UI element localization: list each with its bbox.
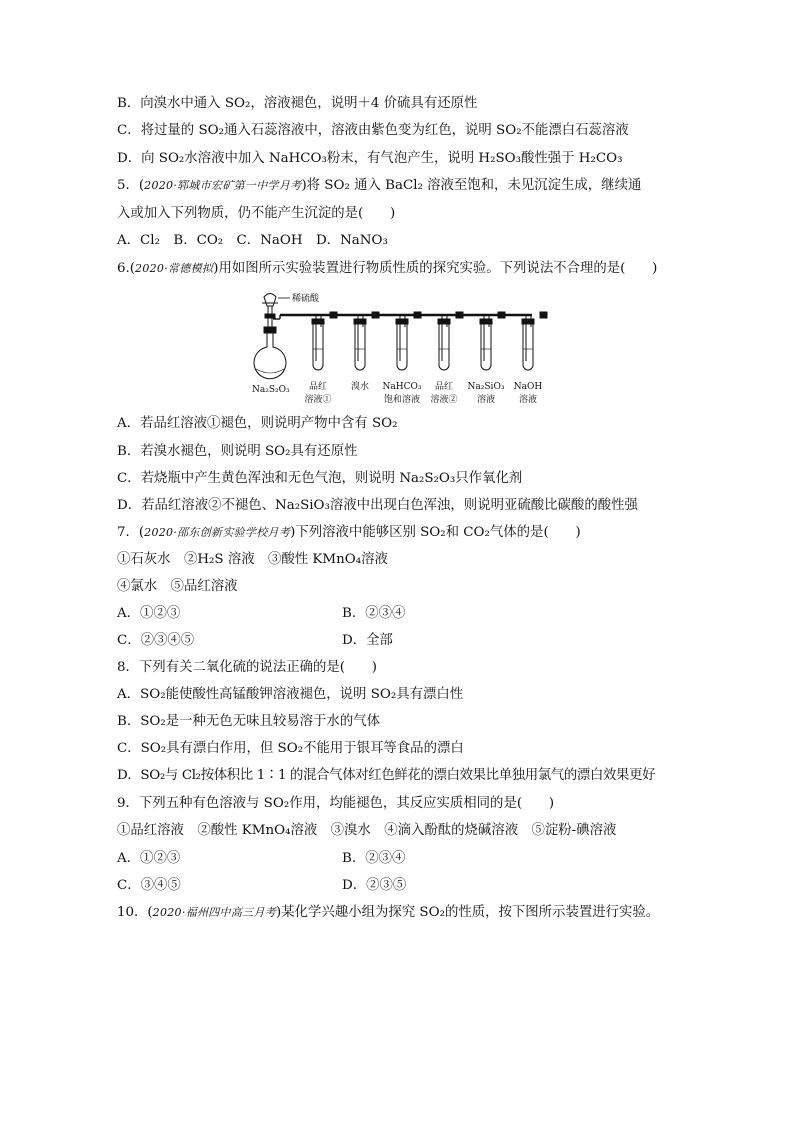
q4-option-c: C．将过量的 SO₂通入石蕊溶液中，溶液由紫色变为红色，说明 SO₂不能漂白石蕊溶液 — [117, 123, 629, 138]
q5-stem-text: )将 SO₂ 通入 BaCl₂ 溶液至饱和，未见沉淀生成，继续通 — [301, 178, 642, 193]
q8-option-c: C．SO₂具有漂白作用，但 SO₂不能用于银耳等食品的漂白 — [117, 741, 464, 756]
q4-option-d: D．向 SO₂水溶液中加入 NaHCO₃粉末，有气泡产生，说明 H₂SO₃酸性强于 H₂CO₃ — [117, 151, 623, 166]
test-tube-icon — [522, 312, 547, 370]
test-tube-icon — [312, 312, 337, 370]
q9-stem: 9．下列五种有色溶液与 SO₂作用，均能褪色，其反应实质相同的是( ) — [117, 796, 555, 811]
q6-option-a: A．若品红溶液①褪色，则说明产物中含有 SO₂ — [117, 416, 398, 431]
q5-number: 5．( — [117, 178, 145, 193]
q7-option-d: D．全部 — [342, 633, 393, 648]
tube-label-line2: 溶液② — [430, 395, 458, 405]
q6-number: 6.( — [117, 261, 136, 276]
separatory-funnel-icon — [262, 294, 278, 334]
q5-source: 2020·郓城市宏矿第一中学月考 — [144, 179, 302, 192]
apparatus-diagram — [250, 289, 550, 413]
flask-label: Na₂S₂O₃ — [252, 385, 290, 395]
q9-option-d: D．②③⑤ — [342, 878, 407, 893]
q7-option-b: B．②③④ — [342, 606, 406, 621]
q8-option-b: B．SO₂是一种无色无味且较易溶于水的气体 — [117, 714, 380, 729]
q5-stem-line1 — [117, 177, 754, 195]
q9-option-a: A．①②③ — [117, 851, 181, 866]
q7-option-c: C．②③④⑤ — [117, 633, 195, 648]
q7-items-line1: ①石灰水 ②H₂S 溶液 ③酸性 KMnO₄溶液 — [117, 552, 388, 567]
q4-option-b: B．向溴水中通入 SO₂，溶液褪色，说明＋4 价硫具有还原性 — [117, 96, 478, 111]
q7-stem-text: )下列溶液中能够区别 SO₂和 CO₂气体的是( ) — [290, 525, 581, 540]
tube-label-line1: Na₂SiO₃ — [467, 382, 505, 392]
q7-option-a: A．①②③ — [117, 606, 181, 621]
q8-option-a: A．SO₂能使酸性高锰酸钾溶液褪色，说明 SO₂具有漂白性 — [117, 687, 464, 702]
q6-option-b: B．若溴水褪色，则说明 SO₂具有还原性 — [117, 444, 358, 459]
tube-label-line2: 饱和溶液 — [383, 395, 421, 405]
test-tube-icon — [438, 312, 463, 370]
tube-label-line2: 溶液 — [518, 395, 538, 405]
q7-stem — [117, 524, 754, 542]
q10-stem-text: )某化学兴趣小组为探究 SO₂的性质，按下图所示装置进行实验。 — [276, 905, 660, 920]
q9-option-b: B．②③④ — [342, 851, 406, 866]
q5-stem-line2: 入或加入下列物质，仍不能产生沉淀的是( ) — [117, 206, 396, 221]
test-tube-icon — [396, 312, 421, 370]
q8-option-d: D．SO₂与 Cl₂按体积比 1∶1 的混合气体对红色鲜花的漂白效果比单独用氯气的漂白效果更好 — [117, 768, 656, 783]
q7-items-line2: ④氯水 ⑤品红溶液 — [117, 579, 238, 594]
q10-stem — [117, 904, 754, 922]
round-flask-icon — [254, 333, 286, 379]
test-tube-icon — [480, 312, 505, 370]
test-tube-group — [312, 312, 547, 370]
tube-label-line2: 溶液① — [304, 395, 332, 405]
q6-option-c: C．若烧瓶中产生黄色浑浊和无色气泡，则说明 Na₂S₂O₃只作氧化剂 — [117, 471, 523, 486]
tube-label-line2: 溶液 — [476, 395, 496, 405]
q9-option-c: C．③④⑤ — [117, 878, 181, 893]
tube-label-line1: 溴水 — [350, 382, 370, 392]
q9-items: ①品红溶液 ②酸性 KMnO₄溶液 ③溴水 ④滴入酚酞的烧碱溶液 ⑤淀粉-碘溶液 — [117, 823, 617, 838]
q10-source: 2020·福州四中高三月考 — [152, 906, 277, 919]
tube-label-line1: 品红 — [308, 382, 328, 392]
q5-options: A．Cl₂ B．CO₂ C．NaOH D．NaNO₃ — [117, 233, 388, 248]
tube-label-group — [304, 380, 542, 405]
test-tube-icon — [354, 312, 379, 370]
q6-stem-text: )用如图所示实验装置进行物质性质的探究实验。下列说法不合理的是( ) — [213, 261, 658, 276]
q6-stem — [117, 260, 754, 278]
tube-label-line1: 品红 — [434, 382, 454, 392]
q7-source: 2020·邵东创新实验学校月考 — [144, 526, 291, 539]
funnel-label: 稀硫酸 — [292, 294, 320, 304]
q6-source: 2020·常德模拟 — [135, 262, 214, 275]
q7-number: 7．( — [117, 525, 145, 540]
q10-number: 10．( — [117, 905, 153, 920]
tube-label-line1: NaOH — [513, 382, 543, 392]
q8-stem: 8．下列有关二氧化硫的说法正确的是( ) — [117, 660, 377, 675]
tube-label-line1: NaHCO₃ — [382, 382, 422, 392]
q6-option-d: D．若品红溶液②不褪色、Na₂SiO₃溶液中出现白色浑浊，则说明亚硫酸比碳酸的酸性强 — [117, 498, 638, 513]
